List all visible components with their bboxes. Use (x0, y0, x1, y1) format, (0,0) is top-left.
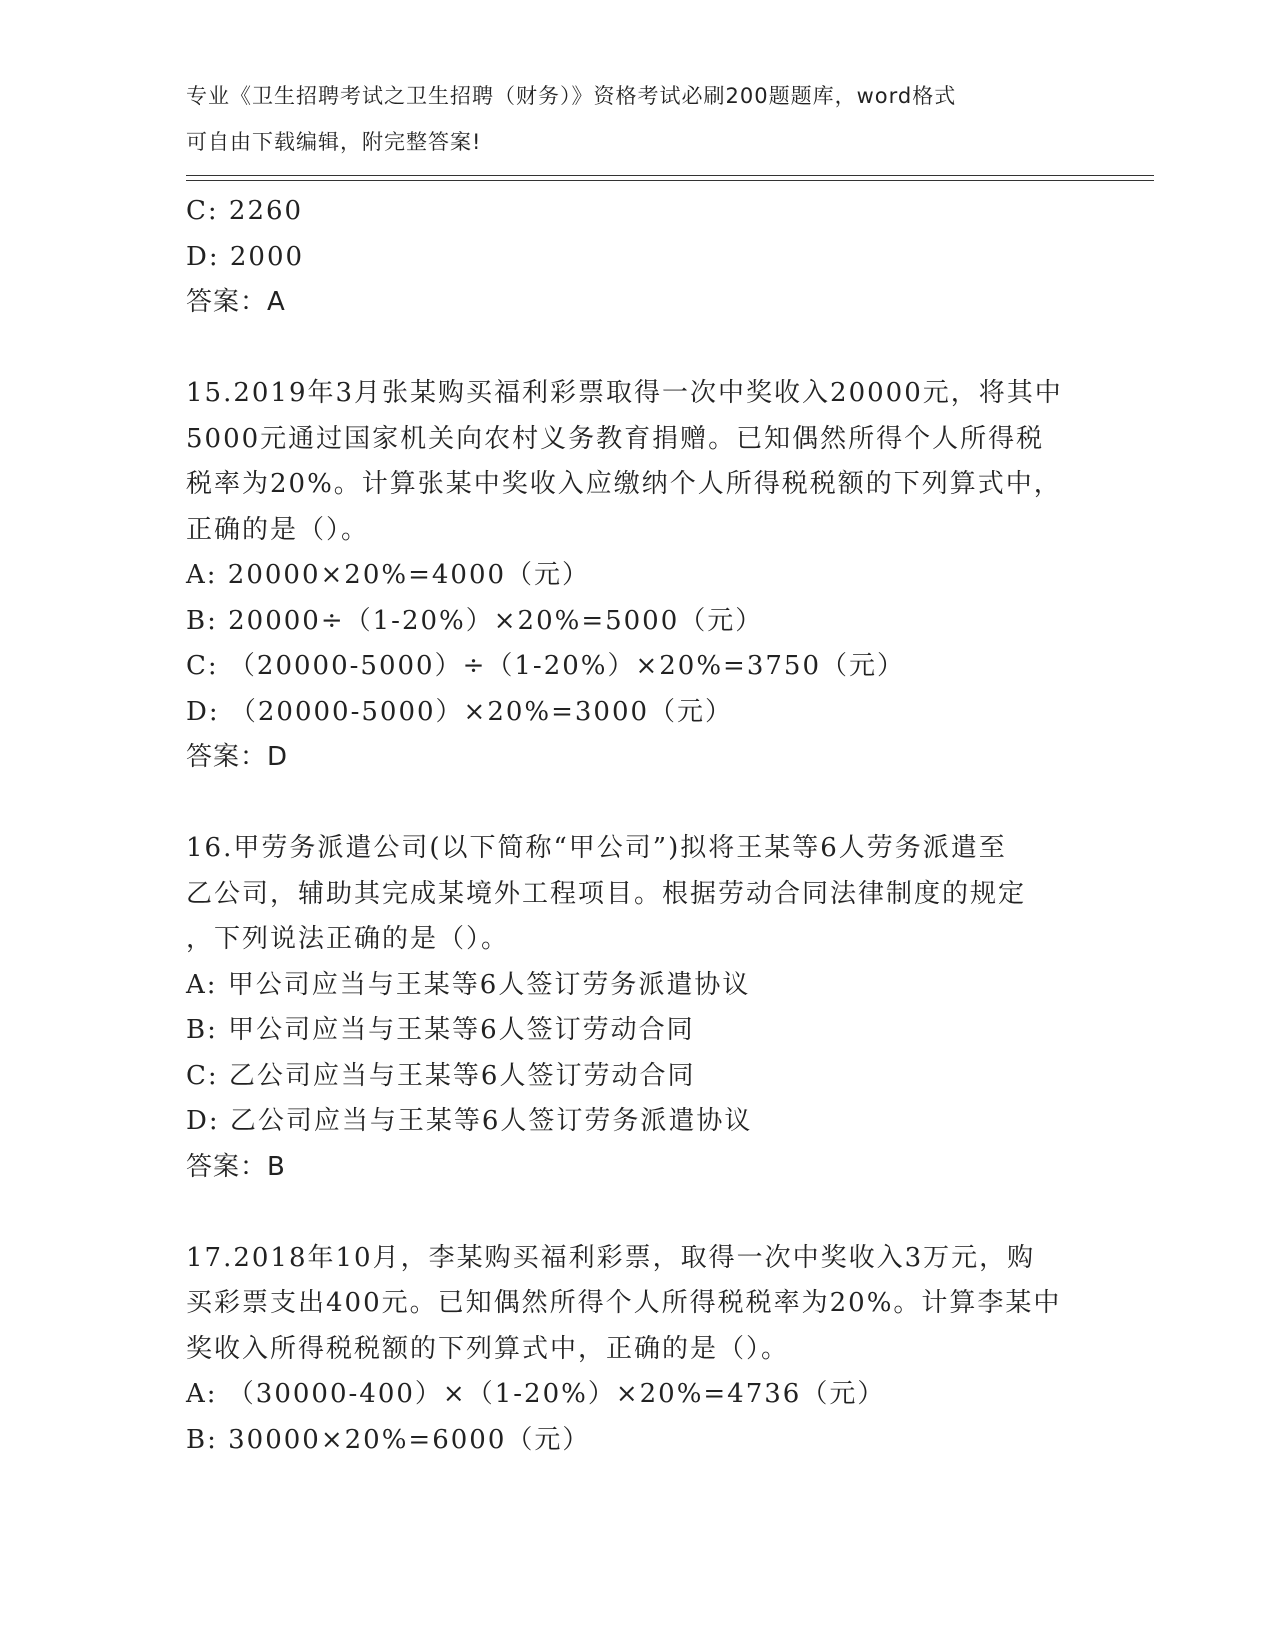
question-text-line: 税率为20%。计算张某中奖收入应缴纳个人所得税税额的下列算式中， (186, 469, 1062, 499)
question-text-line: ，下列说法正确的是（）。 (186, 924, 510, 954)
header-line-2: 可自由下载编辑，附完整答案! (186, 129, 482, 154)
option-c: C: 2260 (186, 196, 304, 226)
question-text-line: 正确的是（）。 (186, 514, 370, 545)
option-a: A: （30000-400）×（1-20%）×20%=4736（元） (186, 1379, 886, 1409)
page-header (186, 74, 1066, 165)
option-c: C: （20000-5000）÷（1-20%）×20%=3750（元） (186, 651, 906, 681)
spacer (186, 326, 1086, 372)
question-text-line: 5000元通过国家机关向农村义务教育捐赠。已知偶然所得个人所得税 (186, 423, 1045, 454)
header-line-1: 专业《卫生招聘考试之卫生招聘（财务）》资格考试必刷200题题库，word格式 (186, 84, 957, 108)
header-divider-bottom (186, 180, 1154, 181)
header-divider-top (186, 175, 1154, 176)
spacer (186, 1190, 1086, 1236)
question-text-line: 16.甲劳务派遣公司(以下简称“甲公司”)拟将王某等6人劳务派遣至 (186, 833, 1007, 863)
question-text-line: 乙公司，辅助其完成某境外工程项目。根据劳动合同法律制度的规定 (186, 878, 1027, 909)
answer-line: 答案：A (186, 287, 286, 317)
answer-line: 答案：B (186, 1151, 286, 1182)
question-16 (186, 826, 1086, 1190)
question-text-line: 17.2018年10月，李某购买福利彩票，取得一次中奖收入3万元，购 (186, 1242, 1036, 1273)
option-b: B: 甲公司应当与王某等6人签订劳动合同 (186, 1015, 695, 1045)
option-d: D: 2000 (186, 241, 305, 272)
question-15 (186, 371, 1086, 781)
option-a: A: 20000×20%=4000（元） (186, 560, 591, 590)
option-c: C: 乙公司应当与王某等6人签订劳动合同 (186, 1060, 696, 1091)
option-d: D: （20000-5000）×20%=3000（元） (186, 696, 734, 727)
option-b: B: 30000×20%=6000（元） (186, 1424, 591, 1455)
option-d: D: 乙公司应当与王某等6人签订劳务派遣协议 (186, 1106, 753, 1136)
option-a: A: 甲公司应当与王某等6人签订劳务派遣协议 (186, 969, 751, 1000)
spacer (186, 781, 1086, 827)
question-17 (186, 1236, 1086, 1464)
answer-line: 答案：D (186, 742, 289, 772)
question-text-line: 买彩票支出400元。已知偶然所得个人所得税税率为20%。计算李某中 (186, 1288, 1062, 1318)
question-text-line: 奖收入所得税税额的下列算式中，正确的是（）。 (186, 1333, 790, 1364)
question-text-line: 15.2019年3月张某购买福利彩票取得一次中奖收入20000元，将其中 (186, 378, 1063, 408)
question-content (186, 189, 1086, 1463)
option-b: B: 20000÷（1-20%）×20%=5000（元） (186, 605, 764, 636)
previous-question-tail (186, 189, 1086, 326)
